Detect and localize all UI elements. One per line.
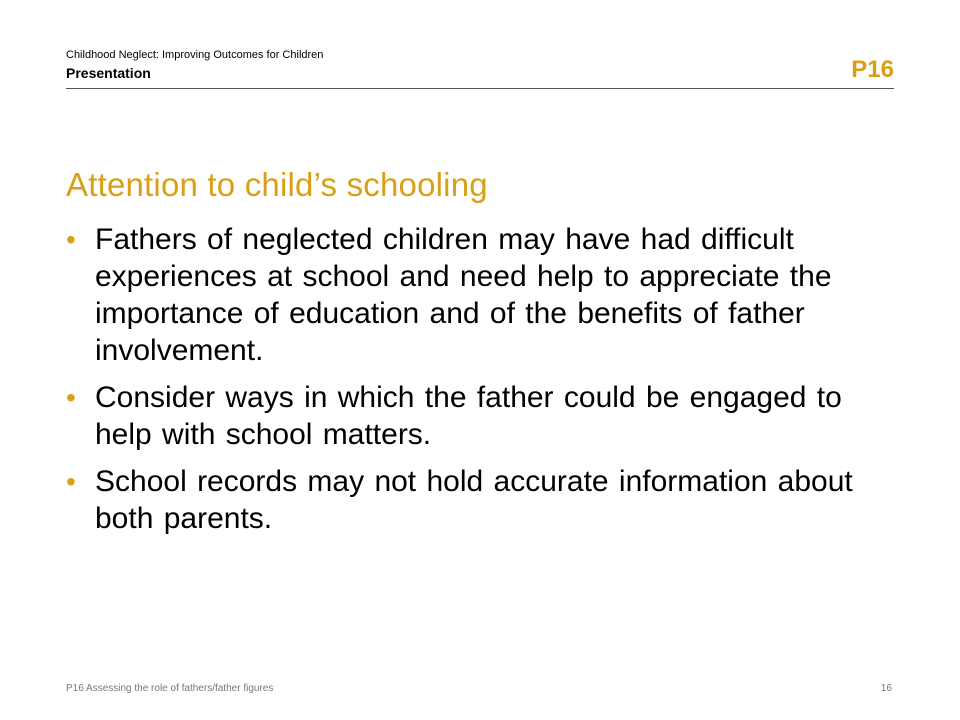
bullet-item — [66, 379, 886, 453]
header-title: Presentation — [66, 65, 151, 81]
header-divider — [66, 88, 894, 89]
page-number: 16 — [880, 683, 892, 694]
bullet-icon: • — [66, 466, 76, 497]
bullet-list — [66, 221, 886, 547]
slide-title: Attention to child’s schooling — [66, 166, 488, 203]
slide-code: P16 — [851, 56, 894, 83]
bullet-text: Fathers of neglected children may have had difficult experiences at school and need help to appreciate the importance of education and of the benefits of father involvement. — [95, 223, 832, 367]
bullet-icon: • — [66, 224, 76, 255]
footer-caption: P16 Assessing the role of fathers/father figures — [66, 683, 274, 694]
bullet-text: School records may not hold accurate information about both parents. — [95, 465, 853, 535]
bullet-item — [66, 463, 886, 537]
header-subtitle: Childhood Neglect: Improving Outcomes for Children — [66, 49, 324, 61]
bullet-text: Consider ways in which the father could be engaged to help with school matters. — [95, 381, 842, 451]
bullet-item — [66, 221, 886, 369]
bullet-icon: • — [66, 382, 76, 413]
